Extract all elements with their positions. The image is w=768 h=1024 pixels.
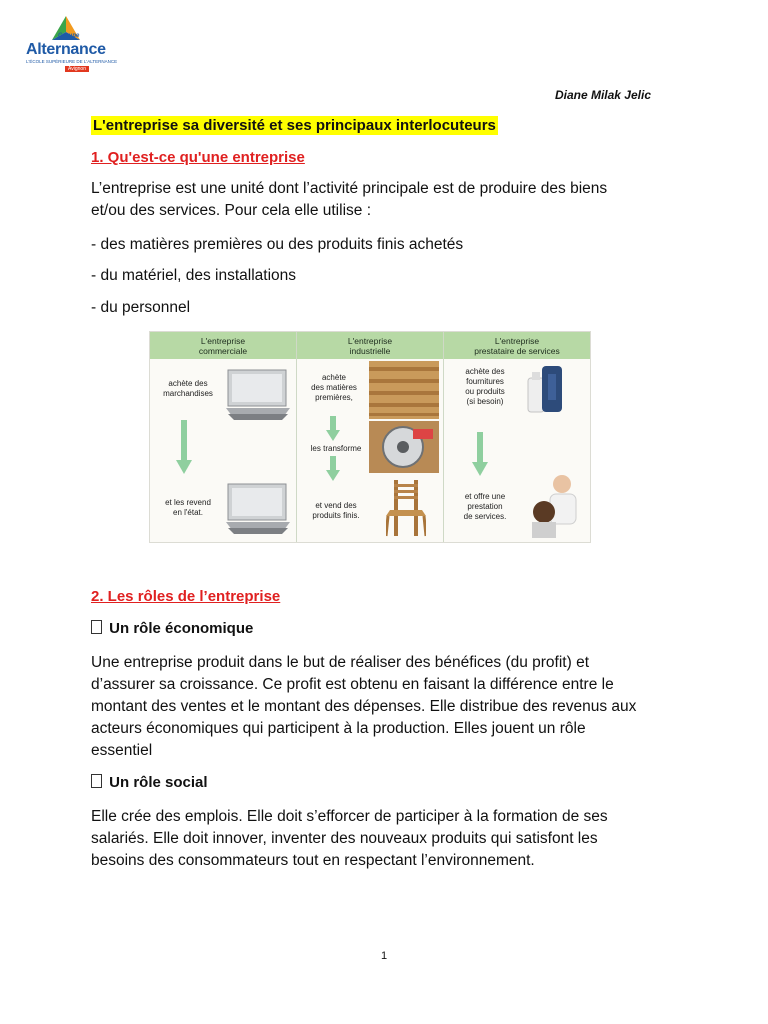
figure-text-sell-finished — [300, 501, 372, 521]
paragraph-line: acteurs économiques qui participent à la production. Elles jouent un rôle — [91, 720, 586, 737]
page-number: 1 — [380, 950, 388, 962]
arrow-down-icon — [326, 456, 340, 482]
text-line: prestation — [467, 502, 503, 511]
heading-text: Un rôle social — [105, 774, 208, 791]
role-social-text — [91, 806, 681, 872]
paragraph-line: essentiel — [91, 742, 153, 759]
logo-city: Avignon — [65, 66, 89, 72]
products-bottles-icon — [520, 364, 570, 414]
header-line: prestataire de services — [474, 346, 560, 356]
figure-text-raw-materials — [300, 373, 368, 403]
arrow-down-icon — [326, 416, 340, 442]
column-header-industrielle — [297, 332, 443, 359]
figure-text-supplies — [450, 367, 520, 407]
text-line: produits finis. — [312, 511, 360, 520]
paragraph-line: d’assurer sa croissance. Ce profit est obtenu en faisant la différence entre le — [91, 676, 614, 693]
role-economic-text — [91, 652, 681, 762]
document-title: L'entreprise sa diversité et ses principaux interlocuteurs — [93, 117, 496, 134]
figure-text-offer-service — [450, 492, 520, 522]
paragraph-line: Elle crée des emplois. Elle doit s’efforcer de participer à la formation de ses — [91, 808, 608, 825]
wood-planks-icon — [369, 361, 439, 419]
header-line: commerciale — [198, 346, 248, 356]
intro-line: et/ou des services. Pour cela elle utilise : — [91, 202, 371, 219]
text-line: des matières — [311, 383, 357, 392]
logo-name: Alternance — [26, 41, 106, 58]
role-economic-heading — [91, 620, 253, 637]
laptops-icon — [224, 364, 292, 422]
arrow-down-icon — [176, 420, 192, 476]
author-name: Diane Milak Jelic — [554, 88, 651, 102]
column-divider — [443, 332, 444, 542]
role-social-heading — [91, 774, 208, 791]
text-line: fournitures — [466, 377, 504, 386]
section1-heading: 1. Qu'est-ce qu'une entreprise — [91, 149, 305, 166]
logo-subtitle: L'ÉCOLE SUPÉRIEURE DE L'ALTERNANCE — [26, 59, 118, 64]
text-line: achète des — [168, 379, 208, 388]
text-line: (si besoin) — [466, 397, 504, 406]
bullet-icon — [91, 774, 102, 788]
laptops-icon — [224, 478, 292, 536]
logo-triangle-icon — [22, 14, 106, 44]
list-item: - du personnel — [91, 299, 191, 316]
text-line: les transforme — [310, 444, 362, 453]
header-line: L'entreprise — [494, 336, 540, 346]
wooden-chair-icon — [386, 480, 426, 538]
section2-heading: 2. Les rôles de l’entreprise — [91, 588, 281, 605]
text-line: en l'état. — [173, 508, 203, 517]
text-line: ou produits — [465, 387, 505, 396]
figure-text-transform — [300, 444, 372, 454]
enterprise-types-figure — [149, 331, 591, 543]
paragraph-line: Une entreprise produit dans le but de réaliser des bénéfices (du profit) et — [91, 654, 590, 671]
intro-line: L’entreprise est une unité dont l’activité principale est de produire des biens — [91, 180, 608, 197]
text-line: achète des — [465, 367, 505, 376]
text-line: achète — [321, 373, 347, 382]
hairdresser-icon — [526, 472, 586, 538]
paragraph-line: salariés. Elle doit innover, inventer des nouveaux produits qui satisfont les — [91, 830, 598, 847]
header-line: industrielle — [349, 346, 391, 356]
company-logo — [22, 14, 118, 76]
text-line: et les revend — [165, 498, 211, 507]
figure-text-buy-goods — [152, 379, 224, 399]
header-line: L'entreprise — [347, 336, 393, 346]
header-line: L'entreprise — [200, 336, 246, 346]
column-header-commerciale — [150, 332, 296, 359]
text-line: premières, — [315, 393, 353, 402]
list-item: - du matériel, des installations — [91, 267, 297, 284]
bullet-icon — [91, 620, 102, 634]
section1-intro — [91, 178, 681, 222]
text-line: marchandises — [163, 389, 213, 398]
logo-groupe-text: Groupe — [58, 33, 80, 39]
column-header-services — [444, 332, 590, 359]
paragraph-line: besoins des consommateurs tout en respectant l’environnement. — [91, 852, 535, 869]
circular-saw-icon — [369, 421, 439, 473]
list-item: - des matières premières ou des produits finis achetés — [91, 236, 464, 253]
text-line: et offre une — [464, 492, 506, 501]
paragraph-line: montant des ventes et le montant des dépenses. Elle distribue des revenus aux — [91, 698, 637, 715]
text-line: de services. — [463, 512, 507, 521]
heading-text: Un rôle économique — [105, 620, 254, 637]
figure-text-resell — [152, 498, 224, 518]
text-line: et vend des — [315, 501, 357, 510]
arrow-down-icon — [472, 432, 488, 478]
column-divider — [296, 332, 297, 542]
